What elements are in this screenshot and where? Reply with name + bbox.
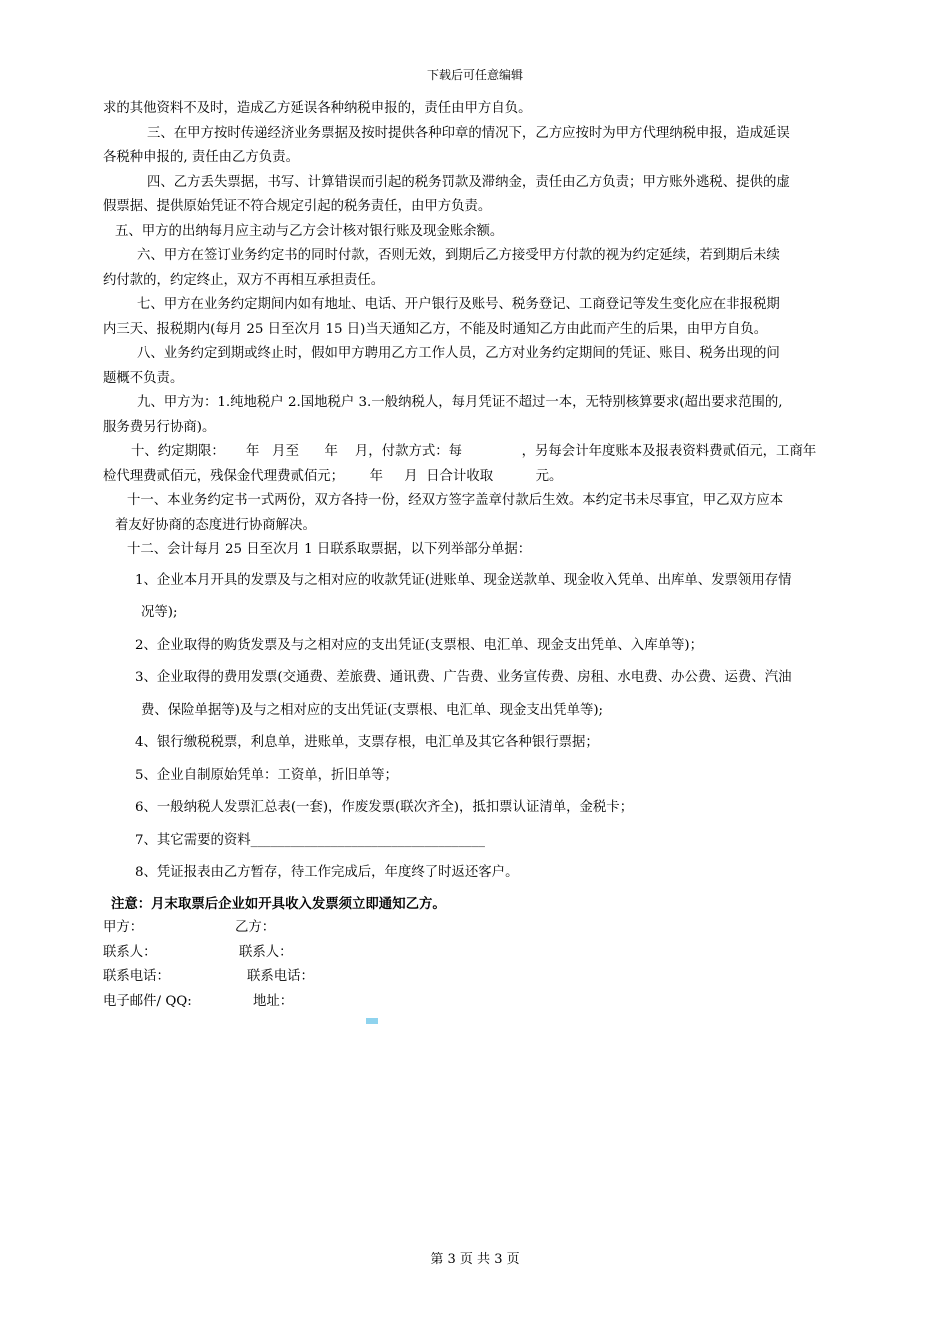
notice: 注意：月末取票后企业如开具收入发票须立即通知乙方。 bbox=[111, 895, 446, 912]
highlight-mark bbox=[366, 1018, 378, 1024]
clause-6-cont: 约付款的，约定终止，双方不再相互承担责任。 bbox=[103, 272, 385, 288]
signature-row-email bbox=[103, 990, 841, 1015]
contact-a-label: 联系人： bbox=[103, 944, 157, 960]
document-body bbox=[103, 97, 841, 1014]
clause-3-cont: 各税种申报的, 责任由乙方负责。 bbox=[103, 150, 299, 165]
list-item-4: 4、银行缴税税票，利息单，进账单，支票存根，电汇单及其它各种银行票据； bbox=[135, 735, 599, 750]
phone-b-label: 联系电话： bbox=[247, 969, 314, 984]
clause-9-cont: 服务费另行协商)。 bbox=[103, 419, 216, 435]
page-footer: 第 3 页 共 3 页 bbox=[430, 1252, 520, 1267]
clause-10: 十、约定期限： 年 月至 年 月，付款方式：每 ，另每会计年度账本及报表资料费贰佰元，工商年 bbox=[131, 444, 817, 459]
clause-10-cont: 检代理费贰佰元，残保金代理费贰佰元； 年 月 日合计收取 元。 bbox=[103, 468, 563, 484]
address-b-label: 地址： bbox=[253, 993, 294, 1009]
list-item-5: 5、企业自制原始凭单：工资单，折旧单等； bbox=[135, 767, 398, 783]
signature-row-phone bbox=[103, 965, 841, 990]
email-a-label: 电子邮件/ QQ: bbox=[103, 993, 192, 1009]
clause-8: 八、业务约定到期或终止时，假如甲方聘用乙方工作人员，乙方对业务约定期间的凭证、账目、税务出现的问 bbox=[137, 346, 780, 361]
page-header: 下载后可任意编辑 bbox=[426, 68, 523, 82]
party-b-label: 乙方： bbox=[235, 920, 276, 935]
clause-6: 六、甲方在签订业务约定书的同时付款，否则无效，到期后乙方接受甲方付款的视为约定延续，若到期后未续 bbox=[137, 248, 780, 263]
signature-row-contact bbox=[103, 941, 841, 966]
list-item-1-cont: 况等); bbox=[141, 605, 178, 620]
clause-11-cont: 着友好协商的态度进行协商解决。 bbox=[115, 517, 316, 533]
clause-5: 五、甲方的出纳每月应主动与乙方会计核对银行账及现金账余额。 bbox=[115, 223, 504, 239]
clause-9: 九、甲方为：1.纯地税户 2.国地税户 3.一般纳税人，每月凭证不超过一本，无特别核算要求(超出要求范围的, bbox=[137, 395, 783, 410]
list-item-3: 3、企业取得的费用发票(交通费、差旅费、通讯费、广告费、业务宣传费、房租、水电费、办公费、运费、汽油 bbox=[135, 670, 792, 685]
contact-b-label: 联系人： bbox=[239, 944, 293, 960]
clause-7: 七、甲方在业务约定期间内如有地址、电话、开户银行及账号、税务登记、工商登记等发生变化应在非报税期 bbox=[137, 297, 780, 312]
list-item-8: 8、凭证报表由乙方暂存，待工作完成后，年度终了时返还客户。 bbox=[135, 865, 519, 880]
clause-7-cont: 内三天、报税期内(每月 25 日至次月 15 日)当天通知乙方，不能及时通知乙方由此而产生的后果，由甲方自负。 bbox=[103, 321, 768, 337]
list-item-1: 1、企业本月开具的发票及与之相对应的收款凭证(进账单、现金送款单、现金收入凭单、出库单、发票领用存情 bbox=[135, 572, 792, 588]
document-list bbox=[103, 565, 841, 890]
clause-8-cont: 题概不负责。 bbox=[103, 370, 184, 386]
list-item-3-cont: 费、保险单据等)及与之相对应的支出凭证(支票根、电汇单、现金支出凭单等); bbox=[141, 702, 604, 718]
party-a-label: 甲方： bbox=[103, 920, 144, 935]
list-item-7: 7、其它需要的资料___________________________________ bbox=[135, 832, 485, 848]
clause-12: 十二、会计每月 25 日至次月 1 日联系取票据，以下列举部分单据： bbox=[127, 542, 532, 557]
phone-a-label: 联系电话： bbox=[103, 969, 170, 984]
paragraph-continuation: 求的其他资料不及时，造成乙方延误各种纳税申报的，责任由甲方自负。 bbox=[103, 101, 532, 116]
clause-4: 四、乙方丢失票据，书写、计算错误而引起的税务罚款及滞纳金，责任由乙方负责；甲方账外逃税、提供的虚 bbox=[147, 174, 790, 190]
signature-row-party bbox=[103, 916, 841, 941]
clause-11: 十一、本业务约定书一式两份，双方各持一份，经双方签字盖章付款后生效。本约定书未尽事宜，甲乙双方应本 bbox=[127, 493, 784, 508]
clause-3: 三、在甲方按时传递经济业务票据及按时提供各种印章的情况下，乙方应按时为甲方代理纳税申报，造成延误 bbox=[147, 125, 790, 141]
clause-4-cont: 假票据、提供原始凭证不符合规定引起的税务责任，由甲方负责。 bbox=[103, 199, 492, 214]
list-item-6: 6、一般纳税人发票汇总表(一套)，作废发票(联次齐全)，抵扣票认证清单，金税卡； bbox=[135, 800, 634, 815]
list-item-2: 2、企业取得的购货发票及与之相对应的支出凭证(支票根、电汇单、现金支出凭单、入库单等)； bbox=[135, 637, 703, 653]
